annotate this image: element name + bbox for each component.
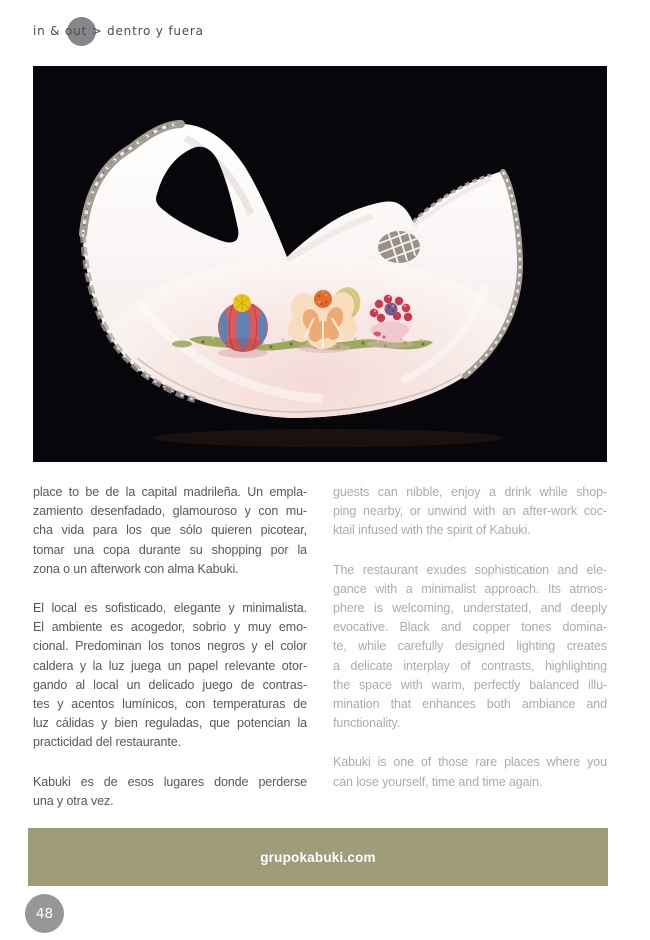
text-line: Kabuki es de esos lugares donde perderse: [33, 774, 307, 789]
text-line: tes y acentos lumínicos, con temperaturas de: [33, 697, 307, 712]
text-line: evocative. Black and copper tones domina-: [333, 620, 607, 635]
text-line: cional. Predominan los tonos negros y el color: [33, 639, 307, 654]
text-line: tomar una copa durante su shopping por la: [33, 542, 307, 557]
page-number-badge: [25, 894, 64, 933]
text-line: practicidad del restaurante.: [33, 735, 181, 750]
dish-photo: [33, 66, 607, 462]
text-line: El local es sofisticado, elegante y minimalista.: [33, 601, 307, 616]
text-line: ktail infused with the spirit of Kabuki.: [333, 523, 531, 538]
text-line: The restaurant exudes sophistication and ele-: [333, 562, 607, 577]
website-url: grupokabuki.com: [260, 849, 376, 865]
text-line: functionality.: [333, 716, 401, 731]
dish-illustration: [33, 66, 607, 462]
text-line: mination that enhances both ambiance and: [333, 697, 607, 712]
text-line: caldera y la luz juega un papel relevante otor-: [33, 658, 307, 673]
text-line: gance with a minimalist approach. Its atmos-: [333, 581, 607, 596]
text-line: the space with warm, perfectly balanced illu-: [333, 677, 607, 692]
text-line: guests can nibble, enjoy a drink while shop-: [333, 485, 607, 499]
text-line: luz cálidas y bien reguladas, que potencian la: [33, 716, 307, 731]
text-line: zona o un afterwork con alma Kabuki.: [33, 561, 239, 576]
paragraph: [333, 753, 607, 791]
text-line: zamiento desenfadado, glamouroso y con mu-: [33, 504, 307, 519]
text-line: ping nearby, or unwind with an after-work coc-: [333, 504, 607, 519]
page-number: 48: [35, 905, 54, 922]
paragraph: [33, 599, 307, 753]
text-line: phere is welcoming, understated, and deeply: [333, 601, 607, 616]
paragraph: [33, 773, 307, 811]
text-line: te, while carefully designed lighting creates: [333, 639, 607, 654]
text-line: place to be de la capital madrileña. Un empla-: [33, 485, 307, 499]
section-header: in & out > dentro y fuera: [33, 24, 204, 38]
text-line: una y otra vez.: [33, 793, 114, 808]
dish-reflection: [153, 429, 503, 447]
article-column-english: [333, 483, 607, 792]
article-column-spanish: [33, 483, 307, 811]
paragraph: [33, 483, 307, 579]
text-line: El ambiente es acogedor, sobrio y muy emo-: [33, 620, 307, 635]
website-banner: [28, 828, 608, 886]
paragraph: [333, 561, 607, 734]
text-line: a delicate interplay of contrasts, highlighting: [333, 658, 607, 673]
text-line: gando al local un delicado juego de contras-: [33, 677, 307, 692]
text-line: can lose yourself, time and time again.: [333, 774, 543, 789]
paragraph: [333, 483, 607, 541]
text-line: cha vida para los que sólo quieren picotear,: [33, 523, 307, 538]
text-line: Kabuki is one of those rare places where you: [333, 755, 607, 770]
